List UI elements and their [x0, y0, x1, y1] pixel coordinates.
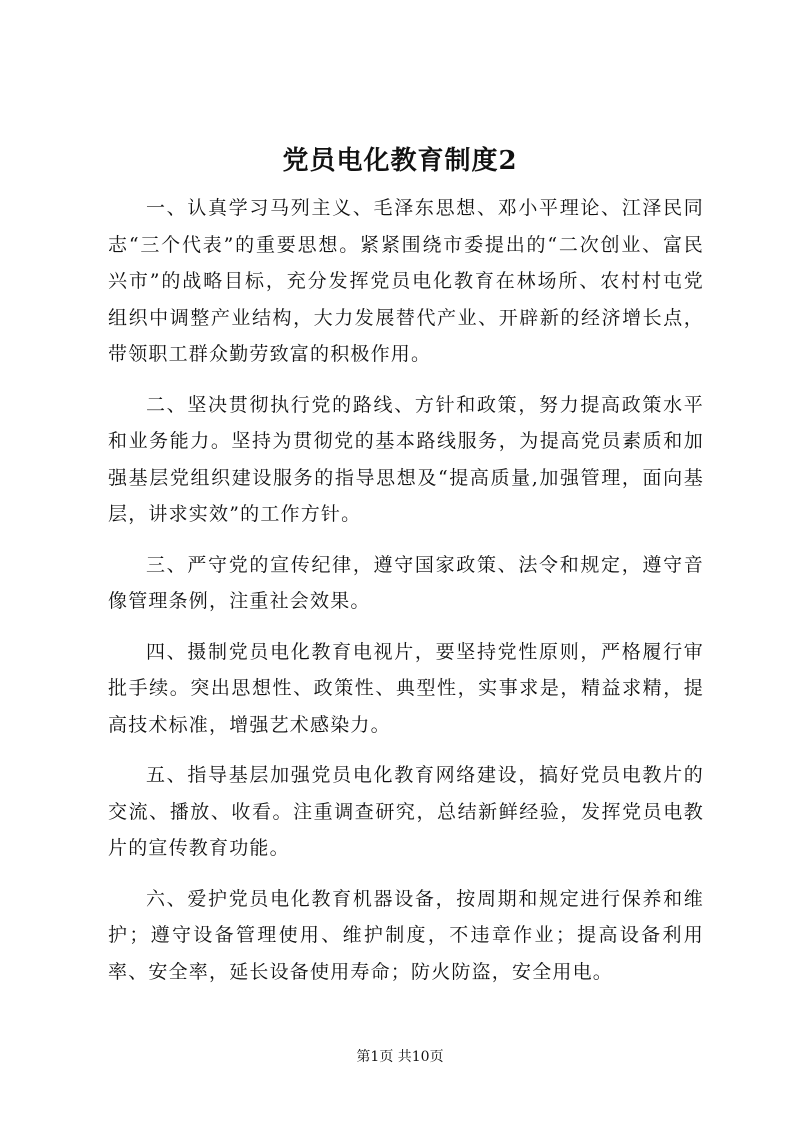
paragraph-3: 三、严守党的宣传纪律，遵守国家政策、法令和规定，遵守音像管理条例，注重社会效果。 — [108, 553, 704, 612]
page-footer: 第1页 共10页 — [356, 1049, 444, 1065]
paragraph-5: 五、指导基层加强党员电化教育网络建设，搞好党员电教片的交流、播放、收看。注重调查研究，总结新鲜经验，发挥党员电教片的宣传教育功能。 — [108, 764, 704, 859]
document-body — [108, 190, 704, 1004]
paragraph-2: 二、坚决贯彻执行党的路线、方针和政策，努力提高政策水平和业务能力。坚持为贯彻党的基本路线服务，为提高党员素质和加强基层党组织建设服务的指导思想及“提高质量,加强管理，面向基层，讲求实效”的工作方针。 — [108, 393, 704, 525]
paragraph-1: 一、认真学习马列主义、毛泽东思想、邓小平理论、江泽民同志“三个代表”的重要思想。紧紧围绕市委提出的“二次创业、富民兴市”的战略目标，充分发挥党员电化教育在林场所、农村村屯党组织中调整产业结构，大力发展替代产业、开辟新的经济增长点，带领职工群众勤劳致富的积极作用。 — [108, 197, 704, 365]
paragraph-6: 六、爱护党员电化教育机器设备，按周期和规定进行保养和维护；遵守设备管理使用、维护制度，不违章作业；提高设备利用率、安全率，延长设备使用寿命；防火防盗，安全用电。 — [108, 887, 704, 983]
paragraph-4: 四、摄制党员电化教育电视片，要坚持党性原则，严格履行审批手续。突出思想性、政策性、典型性，实事求是，精益求精，提高技术标准，增强艺术感染力。 — [108, 640, 704, 736]
document-title: 党员电化教育制度2 — [282, 146, 518, 176]
